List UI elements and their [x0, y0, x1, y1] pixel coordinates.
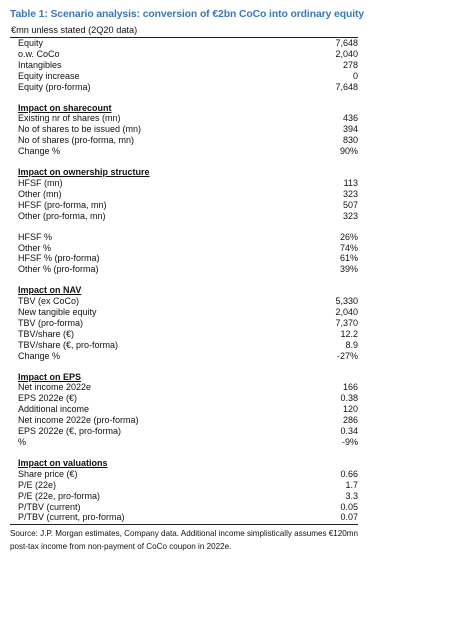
table-row — [18, 146, 358, 157]
row-label: New tangible equity — [18, 307, 97, 318]
row-label: Net income 2022e (pro-forma) — [18, 415, 139, 426]
row-label: Equity (pro-forma) — [18, 81, 91, 92]
source-note — [10, 528, 358, 553]
row-value: -27% — [336, 350, 358, 361]
row-value: 90% — [339, 146, 358, 157]
row-value: 0.34 — [340, 426, 358, 437]
document-page — [10, 8, 365, 553]
table-section — [18, 285, 358, 361]
row-label: Change % — [18, 350, 61, 361]
table-row — [18, 232, 358, 243]
row-value: 61% — [339, 253, 358, 264]
row-value: 2,040 — [335, 307, 358, 318]
table-row — [18, 38, 358, 49]
section-gap — [18, 275, 358, 285]
row-value: 394 — [342, 124, 358, 135]
row-value: 113 — [343, 177, 358, 188]
row-value: 1.7 — [345, 479, 358, 490]
section-gap — [18, 448, 358, 458]
row-label: Additional income — [18, 404, 90, 415]
row-label: P/TBV (current) — [18, 501, 81, 512]
row-value: 166 — [342, 382, 358, 393]
row-label: P/E (22e, pro-forma) — [18, 490, 101, 501]
row-label: Other (pro-forma, mn) — [18, 210, 106, 221]
table-row — [18, 491, 358, 502]
table-row — [18, 318, 358, 329]
row-value: 278 — [342, 59, 358, 70]
row-label: HFSF (mn) — [18, 177, 63, 188]
table-section — [18, 38, 358, 93]
table-row — [18, 211, 358, 222]
row-label: No of shares (pro-forma, mn) — [18, 135, 135, 146]
row-label: EPS 2022e (€, pro-forma) — [18, 426, 122, 437]
table-row — [18, 124, 358, 135]
row-label: Equity increase — [18, 70, 80, 81]
row-label: Equity — [18, 38, 44, 48]
table-row — [18, 426, 358, 437]
source-line-1: Source: J.P. Morgan estimates, Company data. Additional income simplistically assumes €120mn — [10, 529, 359, 539]
row-value: 830 — [342, 135, 358, 146]
bottom-rule — [10, 524, 358, 525]
row-value: 74% — [339, 242, 358, 253]
scenario-table — [10, 38, 358, 523]
row-value: 2,040 — [335, 48, 358, 59]
row-value: 0.05 — [340, 501, 358, 512]
table-row — [18, 480, 358, 491]
table-row — [18, 512, 358, 523]
table-section — [18, 103, 358, 158]
row-label: Net income 2022e — [18, 382, 92, 393]
row-label: No of shares to be issued (mn) — [18, 124, 142, 135]
table-row — [18, 437, 358, 448]
row-label: TBV/share (€) — [18, 328, 75, 339]
section-gap — [18, 362, 358, 372]
table-row — [18, 307, 358, 318]
table-row — [18, 200, 358, 211]
row-label: EPS 2022e (€) — [18, 393, 78, 404]
section-heading: Impact on sharecount — [18, 102, 112, 113]
table-row — [18, 502, 358, 513]
row-label: % — [18, 437, 27, 447]
row-value: 7,648 — [335, 38, 358, 48]
row-value: 5,330 — [335, 296, 358, 307]
table-row — [18, 178, 358, 189]
row-label: HFSF % (pro-forma) — [18, 253, 100, 264]
table-row — [18, 113, 358, 124]
row-label: o.w. CoCo — [18, 48, 60, 59]
table-row — [18, 253, 358, 264]
row-value: 0.38 — [340, 393, 358, 404]
row-value: 12.2 — [340, 328, 358, 339]
row-value: 323 — [342, 210, 358, 221]
row-label: Existing nr of shares (mn) — [18, 113, 121, 124]
table-row — [18, 296, 358, 307]
table-title: Table 1: Scenario analysis: conversion of €2bn CoCo into ordinary equity — [10, 9, 365, 20]
row-value: 26% — [339, 231, 358, 242]
table-row — [18, 382, 358, 393]
section-gap — [18, 157, 358, 167]
section-heading: Impact on EPS — [18, 371, 82, 382]
row-value: 436 — [342, 113, 358, 124]
section-heading: Impact on ownership structure — [18, 167, 150, 178]
row-value: 507 — [342, 199, 358, 210]
row-label: Other (mn) — [18, 188, 62, 199]
row-label: P/TBV (current, pro-forma) — [18, 512, 125, 523]
row-label: P/E (22e) — [18, 479, 57, 490]
row-label: TBV/share (€, pro-forma) — [18, 339, 119, 350]
section-heading: Impact on valuations — [18, 457, 108, 468]
row-label: Share price (€) — [18, 468, 78, 479]
table-row — [18, 340, 358, 351]
row-label: HFSF % — [18, 231, 53, 242]
table-section — [18, 167, 358, 222]
source-line-2: post-tax income from non-payment of CoCo coupon in 2022e. — [10, 541, 232, 551]
row-label: Other % — [18, 242, 52, 253]
row-value: 39% — [339, 264, 358, 275]
row-label: Change % — [18, 146, 61, 157]
table-row — [18, 264, 358, 275]
row-label: Other % (pro-forma) — [18, 264, 99, 275]
table-row — [18, 415, 358, 426]
section-heading: Impact on NAV — [18, 285, 82, 296]
row-label: Intangibles — [18, 59, 62, 70]
row-value: -9% — [341, 437, 358, 447]
table-row — [18, 71, 358, 82]
table-row — [18, 404, 358, 415]
table-row — [18, 189, 358, 200]
row-value: 7,370 — [335, 317, 358, 328]
row-value: 0.07 — [340, 512, 358, 523]
row-value: 286 — [342, 415, 358, 426]
table-row — [18, 393, 358, 404]
row-label: TBV (ex CoCo) — [18, 296, 80, 307]
table-section — [18, 372, 358, 448]
row-value: 7,648 — [335, 81, 358, 92]
row-value: 0 — [352, 70, 358, 81]
table-row — [18, 82, 358, 93]
row-value: 3.3 — [345, 490, 358, 501]
table-row — [18, 60, 358, 71]
row-value: 0.66 — [340, 468, 358, 479]
table-section — [18, 458, 358, 523]
table-subtitle: €mn unless stated (2Q20 data) — [11, 25, 138, 35]
row-label: TBV (pro-forma) — [18, 317, 84, 328]
row-label: HFSF (pro-forma, mn) — [18, 199, 107, 210]
table-row — [18, 49, 358, 60]
table-section — [18, 232, 358, 276]
section-gap — [18, 93, 358, 103]
table-row — [18, 243, 358, 254]
table-row — [18, 329, 358, 340]
table-row — [18, 469, 358, 480]
row-value: 120 — [342, 404, 358, 415]
section-gap — [18, 222, 358, 232]
table-row — [18, 351, 358, 362]
row-value: 323 — [342, 188, 358, 199]
row-value: 8.9 — [345, 339, 358, 350]
table-row — [18, 135, 358, 146]
